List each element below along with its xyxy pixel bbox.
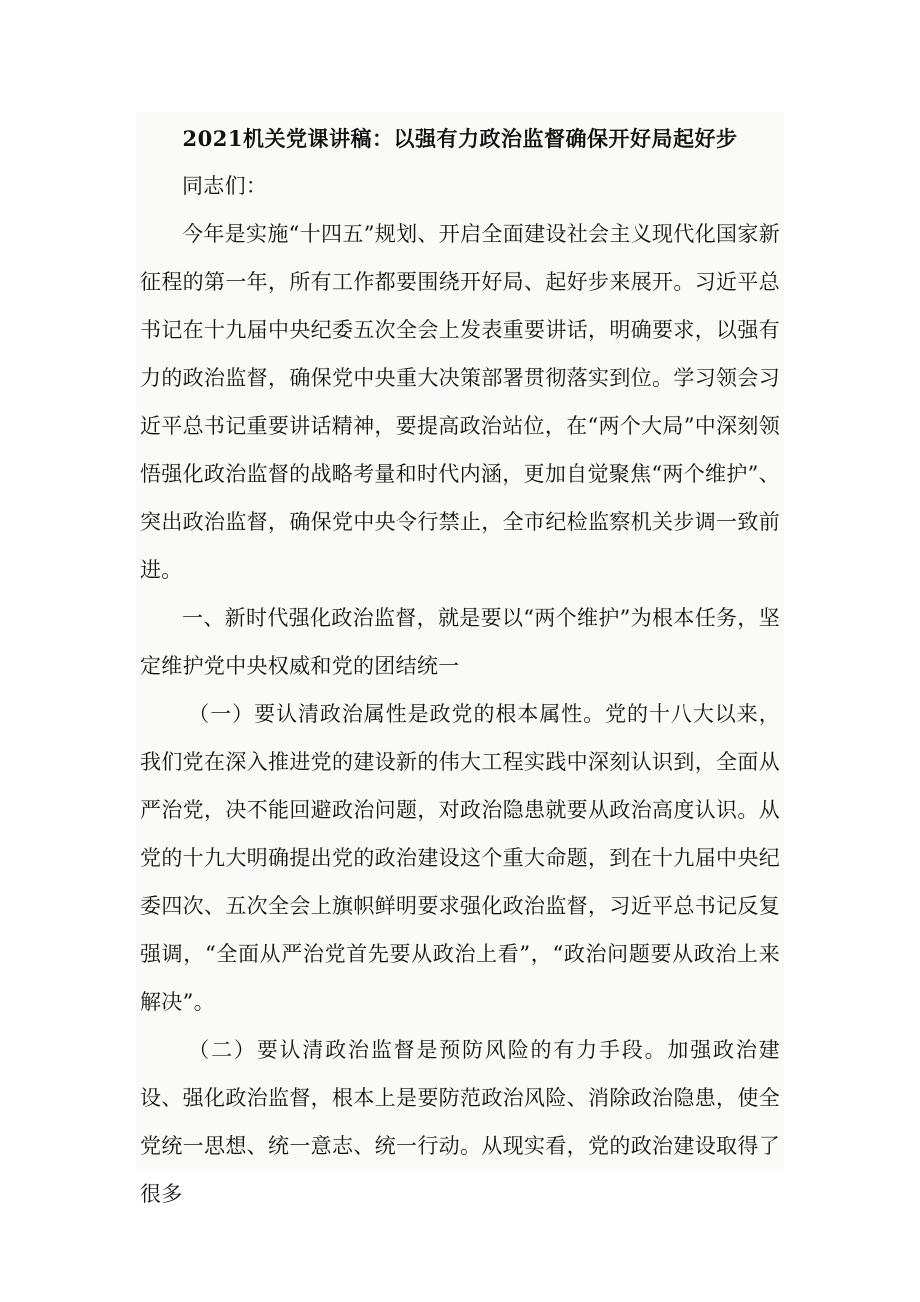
paragraph-intro: 今年是实施“十四五”规划、开启全面建设社会主义现代化国家新征程的第一年，所有工作都要围绕开好局、起好步来展开。习近平总书记在十九届中央纪委五次全会上发表重要讲话，明确要求，以强有力的政治监督，确保党中央重大决策部署贯彻落实到位。学习领会习近平总书记重要讲话精神，要提高政治站位，在“两个大局”中深刻领悟强化政治监督的战略考量和时代内涵，更加自觉聚焦“两个维护”、突出政治监督，确保党中央令行禁止，全市纪检监察机关步调一致前进。: [140, 222, 780, 582]
document-body: [140, 120, 780, 1218]
document-title: 2021机关党课讲稿：以强有力政治监督确保开好局起好步: [182, 126, 738, 151]
document-page: [136, 112, 784, 1206]
subsection-1: （一）要认清政治属性是政党的根本属性。党的十八大以来，我们党在深入推进党的建设新的伟大工程实践中深刻认识到，全面从严治党，决不能回避政治问题，对政治隐患就要从政治高度认识。从党的十九大明确提出党的政治建设这个重大命题，到在十九届中央纪委四次、五次全会上旗帜鲜明要求强化政治监督，习近平总书记反复强调，“全面从严治党首先要从政治上看”，“政治问题要从政治上来解决”。: [140, 702, 780, 1014]
greeting: 同志们：: [182, 174, 268, 198]
section-heading-1: 一、新时代强化政治监督，就是要以“两个维护”为根本任务，坚定维护党中央权威和党的团结统一: [140, 606, 780, 678]
subsection-2: （二）要认清政治监督是预防风险的有力手段。加强政治建设、强化政治监督，根本上是要防范政治风险、消除政治隐患，使全党统一思想、统一意志、统一行动。从现实看，党的政治建设取得了很多: [140, 1038, 780, 1206]
